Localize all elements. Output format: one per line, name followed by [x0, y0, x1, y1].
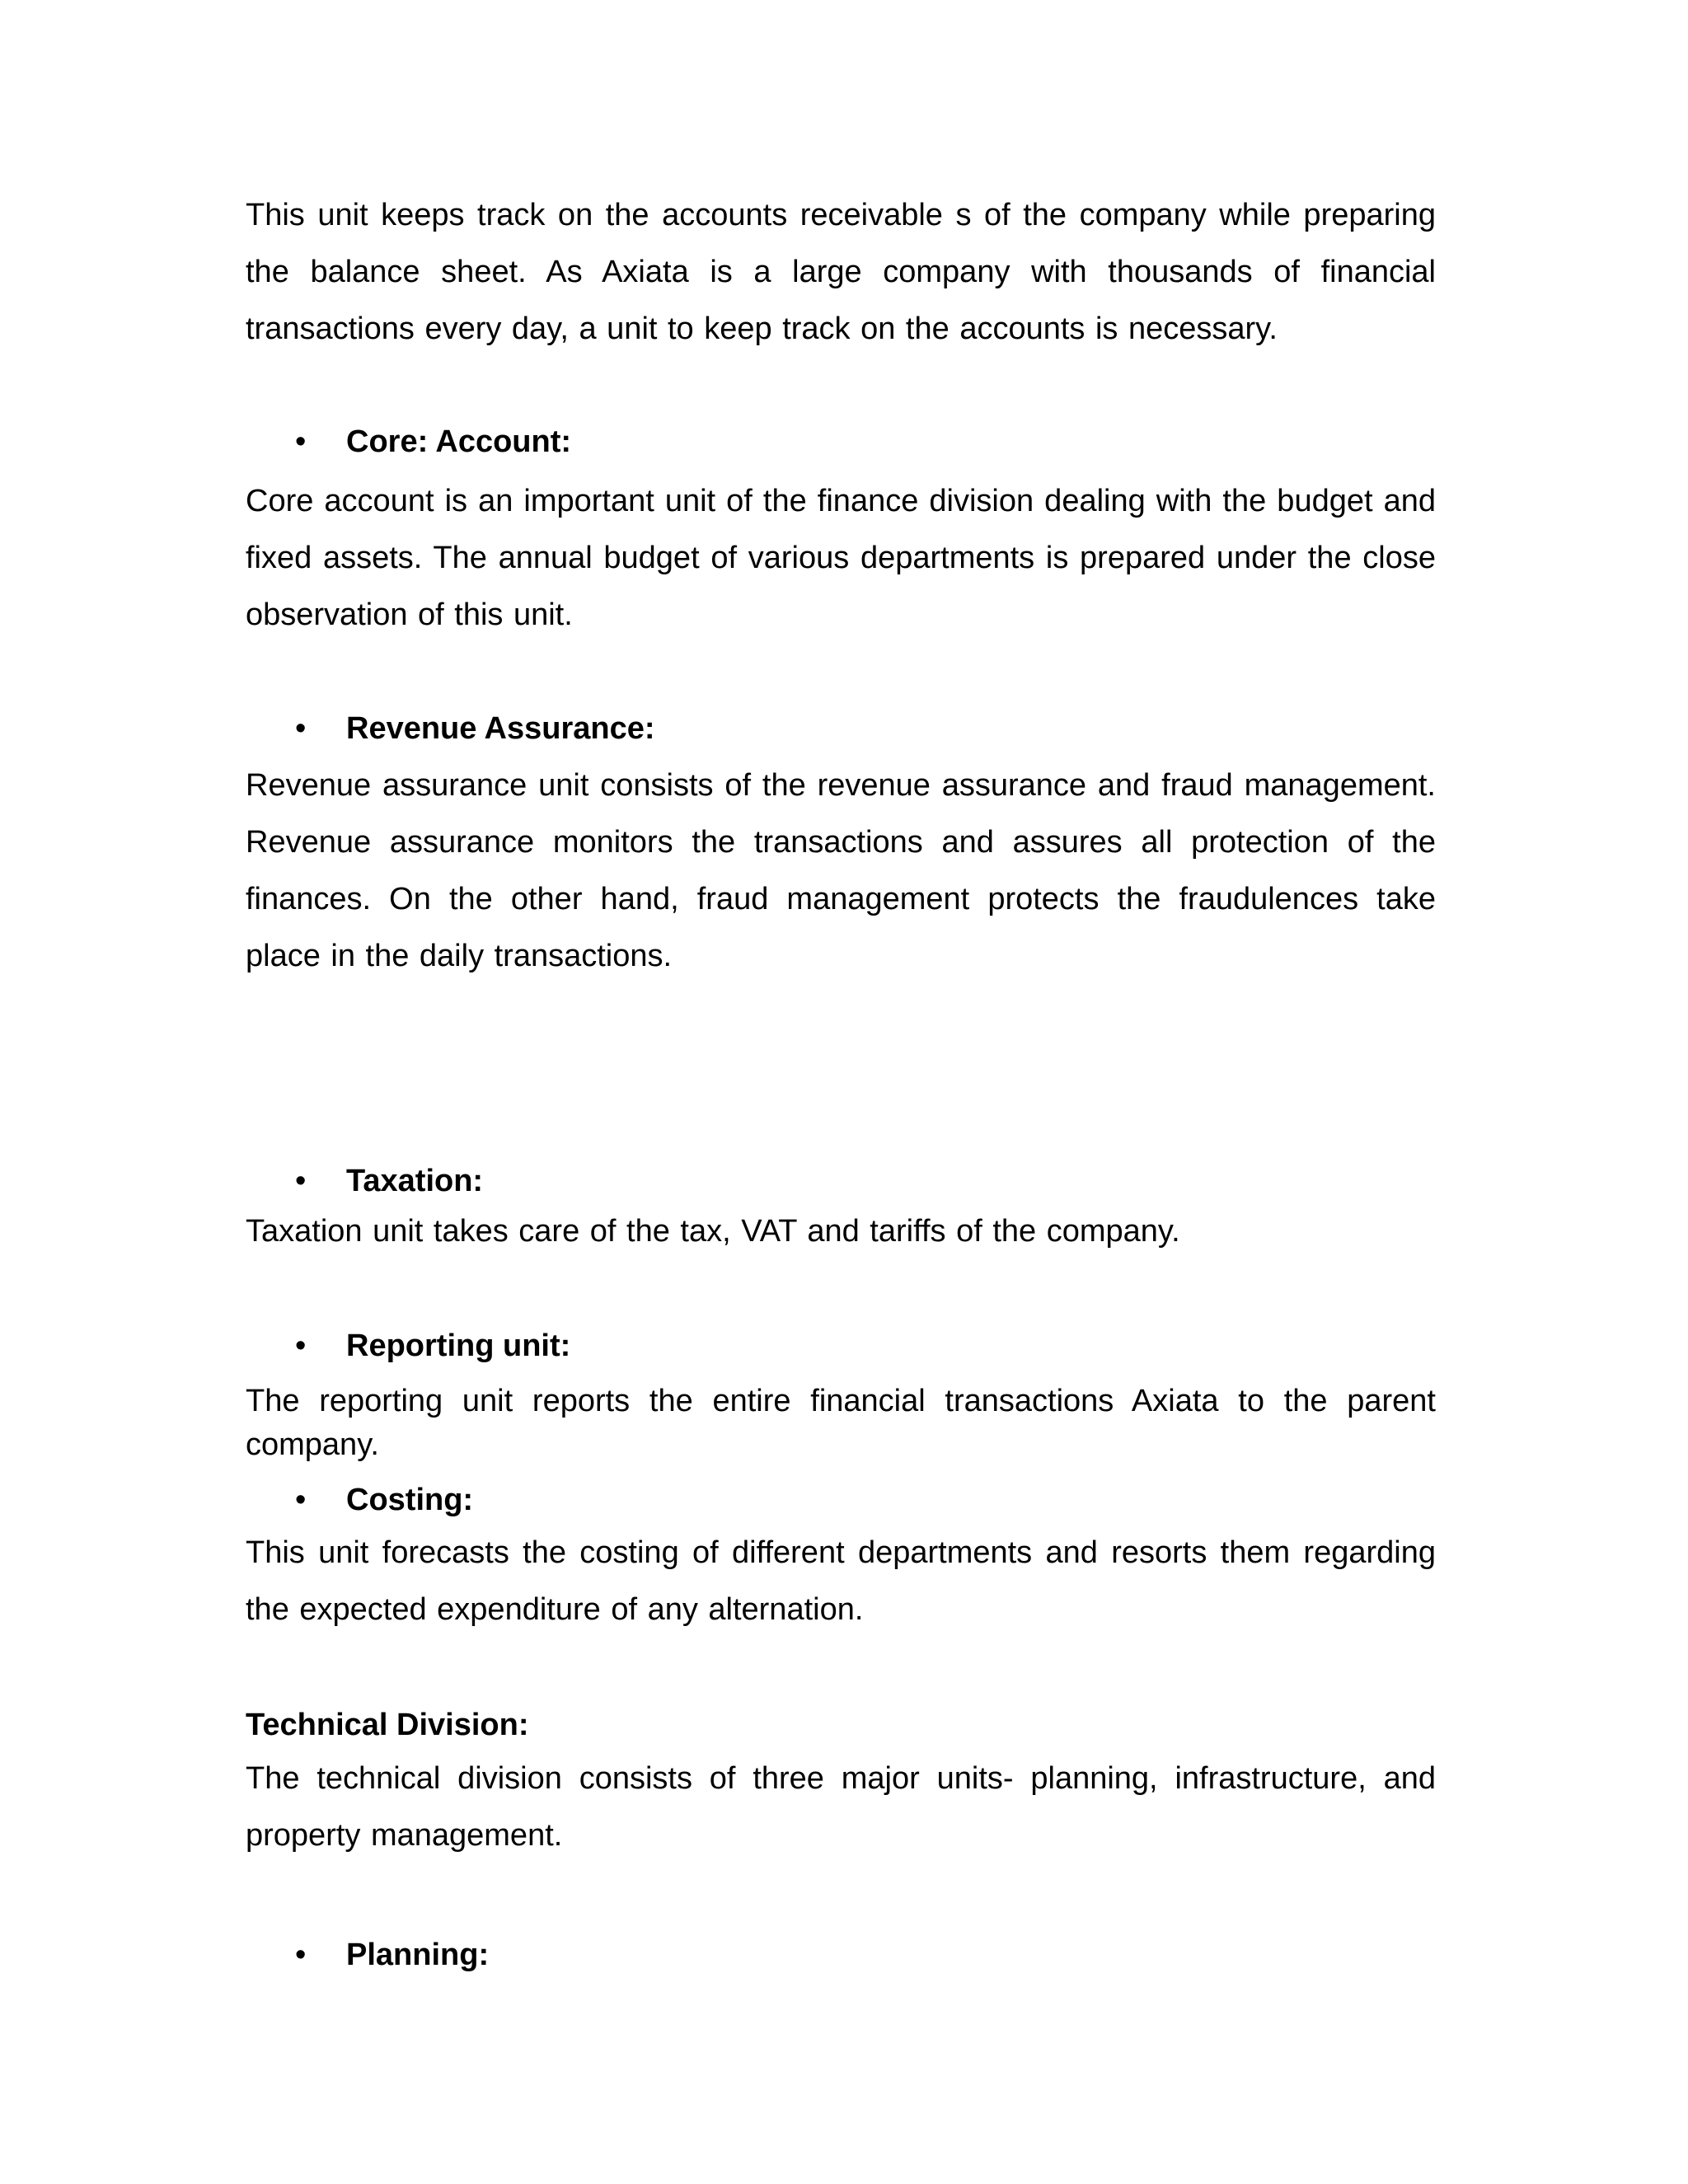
bullet-icon: • — [295, 1329, 307, 1363]
revenue-assurance-paragraph: Revenue assurance unit consists of the revenue assurance and fraud management. Revenue assurance monitors the transactions and assures all protection of the finances. On the other hand, fraud management protects the fraudulences take place in the daily transactions. — [246, 768, 1436, 973]
costing-heading — [295, 1479, 473, 1521]
planning-heading-text: Planning: — [346, 1938, 490, 1972]
reporting-unit-heading-text: Reporting unit: — [346, 1329, 571, 1363]
reporting-unit-heading — [295, 1325, 570, 1366]
bullet-icon: • — [295, 1483, 307, 1517]
costing-heading-text: Costing: — [346, 1483, 474, 1517]
bullet-icon: • — [295, 424, 307, 459]
taxation-heading — [295, 1160, 483, 1202]
core-account-heading-text: Core: Account: — [346, 424, 572, 459]
core-account-heading — [295, 421, 571, 462]
costing-paragraph: This unit forecasts the costing of different departments and resorts them regarding the expected expenditure of any alternation. — [246, 1535, 1436, 1627]
technical-division-heading: Technical Division: — [246, 1708, 529, 1742]
taxation-paragraph: Taxation unit takes care of the tax, VAT and tariffs of the company. — [246, 1214, 1180, 1249]
core-account-paragraph: Core account is an important unit of the finance division dealing with the budget and fixed assets. The annual budget of various departments is prepared under the close observation of this unit. — [246, 484, 1436, 632]
revenue-assurance-heading — [295, 708, 655, 749]
bullet-icon: • — [295, 1164, 307, 1198]
reporting-unit-paragraph: The reporting unit reports the entire financial transactions Axiata to the parent company. — [246, 1384, 1436, 1462]
technical-division-paragraph: The technical division consists of three major units- planning, infrastructure, and property management. — [246, 1761, 1436, 1853]
bullet-icon: • — [295, 711, 307, 746]
planning-heading — [295, 1934, 489, 1975]
intro-paragraph: This unit keeps track on the accounts receivable s of the company while preparing the balance sheet. As Axiata is a large company with thousands of financial transactions every day, a unit to keep track on the accounts is necessary. — [246, 198, 1436, 346]
document-page — [246, 0, 1436, 2184]
bullet-icon: • — [295, 1938, 307, 1972]
taxation-heading-text: Taxation: — [346, 1164, 484, 1198]
revenue-assurance-heading-text: Revenue Assurance: — [346, 711, 655, 746]
